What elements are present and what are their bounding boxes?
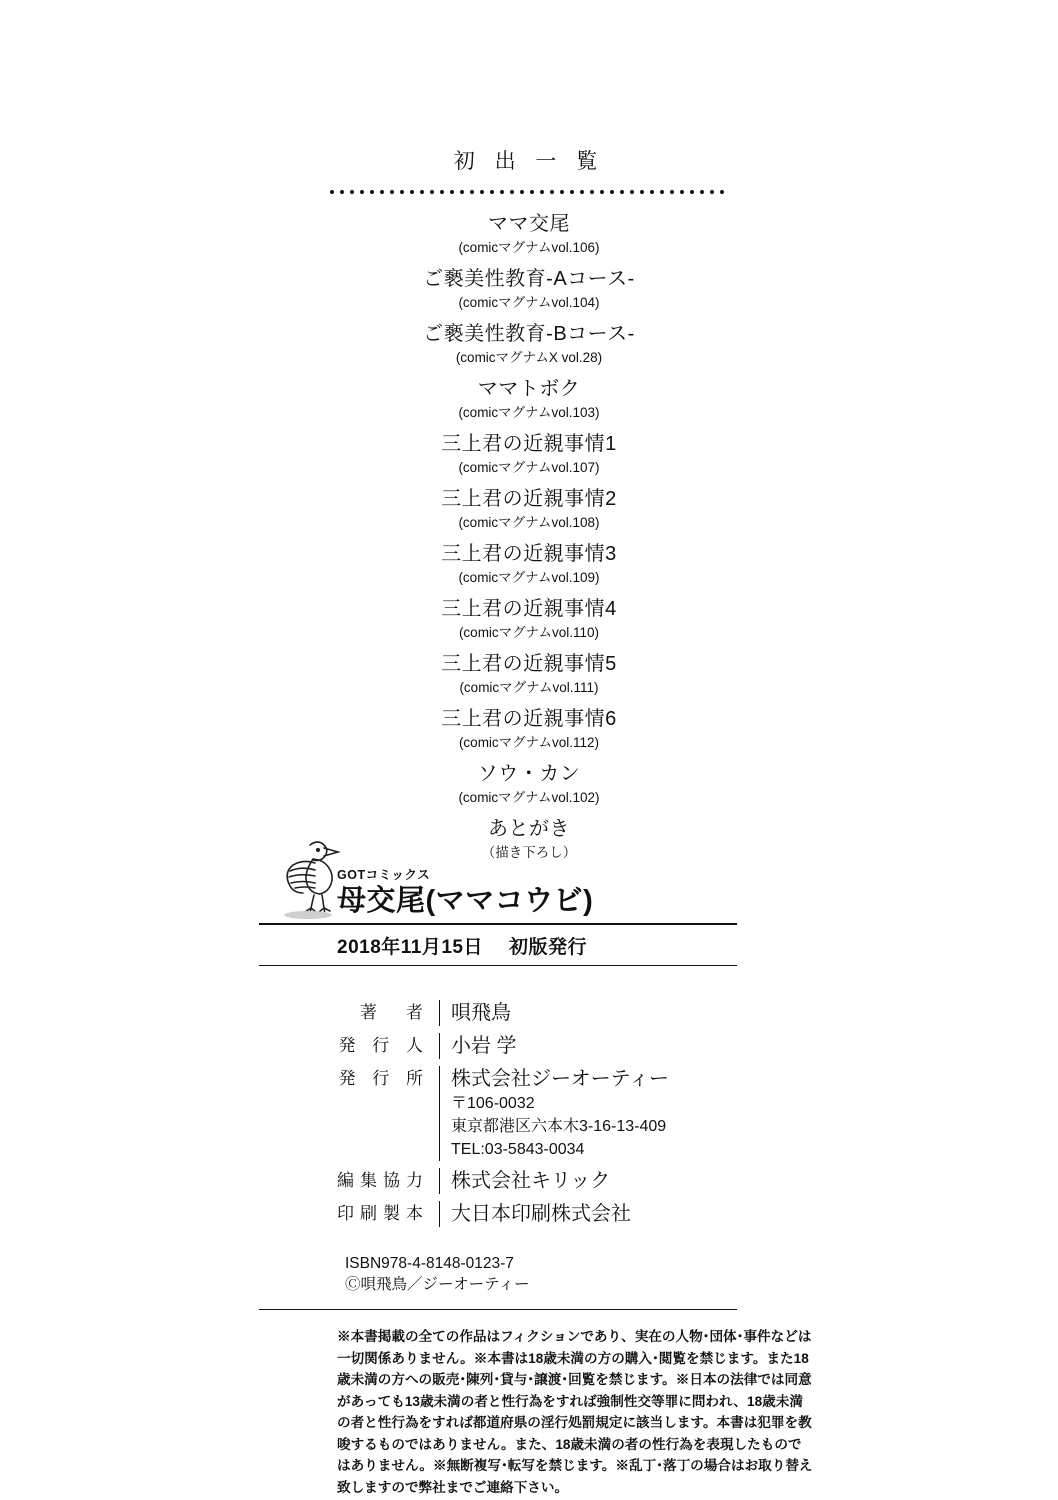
publication-date	[337, 932, 799, 959]
table-row	[337, 1201, 669, 1227]
table-row	[337, 1033, 669, 1059]
entry-source: (comicマグナムvol.109)	[458, 570, 600, 585]
credit-value: 株式会社キリック	[440, 1168, 670, 1194]
credit-value: 小岩 学	[440, 1033, 670, 1059]
entry-source: (comicマグナムvol.108)	[458, 515, 600, 530]
table-row	[337, 1000, 669, 1026]
pubdate-edition: 初版発行	[509, 937, 588, 958]
entry-title: 三上君の近親事情1	[441, 433, 617, 455]
entry-source: (comicマグナムvol.107)	[458, 460, 600, 475]
imprint-label: GOTコミックス	[337, 868, 431, 882]
credits-table	[337, 1000, 669, 1227]
entry-title: ママ交尾	[488, 213, 570, 235]
list-item	[0, 211, 1058, 259]
list-item	[0, 376, 1058, 424]
entry-title: あとがき	[488, 818, 570, 840]
entry-title: ママトボク	[477, 378, 581, 400]
pubdate-date: 2018年11月15日	[337, 937, 483, 958]
legal-notice: ※本書掲載の全ての作品はフィクションであり、実在の人物･団体･事件などは一切関係ありません。※本書は18歳未満の方の購入･閲覧を禁じます。また18歳未満の方への販売･陳列･貸与･譲渡･回覧を禁じます。※日本の法律では同意があっても13歳未満の者と性行為をすれば強制性交等罪に問われ、18歳未満の者と性行為をすれば都道府県の淫行処罰規定に該当します。本書は犯罪を教唆するものではありません。また、18歳未満の者の性行為を表現したものではありません。※無断複写･転写を禁じます。※乱丁･落丁の場合はお取り替え致しますので弊社までご連絡下さい。	[337, 1329, 813, 1495]
credit-label: 発 行 人	[338, 1036, 429, 1055]
list-item	[0, 706, 1058, 754]
list-item	[0, 541, 1058, 589]
dotted-divider	[330, 189, 728, 195]
entry-title: 三上君の近親事情3	[441, 543, 617, 565]
list-item	[0, 651, 1058, 699]
bird-illustration-icon	[264, 831, 360, 921]
entry-source: (comicマグナムvol.112)	[458, 735, 600, 750]
entry-source: (comicマグナムX vol.28)	[455, 350, 603, 365]
list-item	[0, 816, 1058, 864]
credit-value	[440, 1066, 670, 1161]
table-row	[337, 1168, 669, 1194]
entry-title: ソウ・カン	[477, 763, 581, 785]
list-item	[0, 596, 1058, 644]
page-title: 母交尾(ママコウビ)	[337, 885, 594, 917]
entry-title: ご褻美性教育-Bコース-	[423, 323, 635, 345]
credit-value: 大日本印刷株式会社	[440, 1201, 670, 1227]
entry-source: (comicマグナムvol.111)	[459, 680, 599, 695]
entry-title: 三上君の近親事情4	[441, 598, 617, 620]
entry-title: 三上君の近親事情2	[441, 488, 617, 510]
entry-source: (comicマグナムvol.104)	[458, 295, 600, 310]
first-appearance-heading: 初 出 一 覧	[453, 150, 605, 173]
copyright-notice: Ⓒ唄飛鳥／ジーオーティー	[345, 1276, 530, 1293]
entry-source: (comicマグナムvol.106)	[458, 240, 600, 255]
divider-bottom	[259, 1309, 737, 1310]
credit-value: 唄飛鳥	[440, 1000, 670, 1026]
colophon-section	[259, 865, 813, 1498]
list-item	[0, 486, 1058, 534]
isbn-block	[345, 1253, 799, 1295]
list-item	[0, 431, 1058, 479]
publisher-phone: TEL:03-5843-0034	[451, 1141, 585, 1158]
list-item	[0, 266, 1058, 314]
list-item	[0, 761, 1058, 809]
credit-label: 発 行 所	[338, 1069, 429, 1088]
entry-source: (comicマグナムvol.103)	[458, 405, 600, 420]
entry-source: (comicマグナムvol.102)	[458, 790, 600, 805]
entry-title: ご褻美性教育-Aコース-	[423, 268, 635, 290]
list-item	[0, 321, 1058, 369]
entry-source: (comicマグナムvol.110)	[458, 625, 600, 640]
table-row	[337, 1066, 669, 1161]
credit-label: 著 者	[360, 1003, 429, 1022]
isbn-number: ISBN978-4-8148-0123-7	[345, 1255, 514, 1272]
credit-label: 編集協力	[337, 1171, 429, 1190]
entry-title: 三上君の近親事情6	[441, 708, 617, 730]
entry-title: 三上君の近親事情5	[441, 653, 617, 675]
entry-source: （描き下ろし）	[481, 845, 577, 860]
publisher-postcode: 〒106-0032	[451, 1095, 535, 1112]
publisher-name: 株式会社ジーオーティー	[451, 1068, 669, 1090]
credit-label: 印刷製本	[337, 1204, 429, 1223]
first-appearance-section	[0, 145, 1058, 871]
divider-thick	[259, 923, 737, 925]
publisher-address: 東京都港区六本木3-16-13-409	[451, 1118, 667, 1135]
divider-thin	[259, 965, 737, 966]
